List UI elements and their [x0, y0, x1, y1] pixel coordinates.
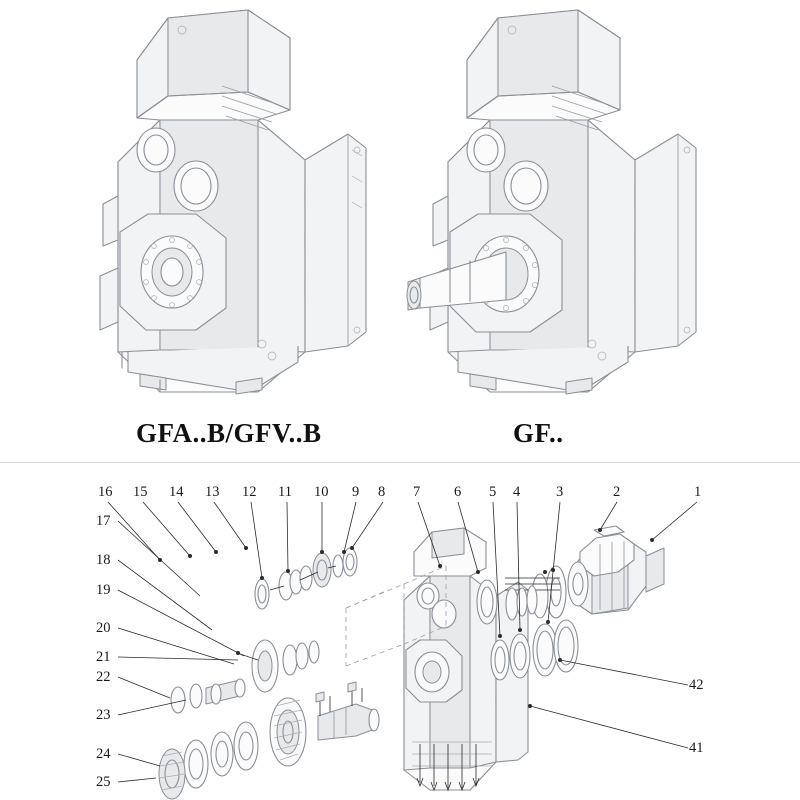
callout-8: 8: [378, 484, 386, 500]
callout-16: 16: [98, 484, 113, 500]
gearbox-right-isometric: [407, 10, 696, 394]
callout-9: 9: [352, 484, 360, 500]
callout-42: 42: [689, 677, 704, 693]
callout-23: 23: [96, 707, 111, 723]
gearbox-left-isometric: [100, 10, 366, 394]
callout-20: 20: [96, 620, 111, 636]
callout-41: 41: [689, 740, 704, 756]
callout-4: 4: [513, 484, 521, 500]
callout-21: 21: [96, 649, 111, 665]
callout-22: 22: [96, 669, 111, 685]
callout-5: 5: [489, 484, 497, 500]
callout-19: 19: [96, 582, 111, 598]
callout-14: 14: [169, 484, 184, 500]
callout-25: 25: [96, 774, 111, 790]
callout-3: 3: [556, 484, 564, 500]
section-divider: [0, 462, 800, 463]
callout-12: 12: [242, 484, 257, 500]
callout-11: 11: [278, 484, 292, 500]
caption-gf: GF..: [513, 418, 564, 448]
callout-2: 2: [613, 484, 621, 500]
callout-17: 17: [96, 513, 111, 529]
exploded-assembly: [108, 502, 697, 799]
callout-18: 18: [96, 552, 111, 568]
callout-13: 13: [205, 484, 220, 500]
caption-gfa-b-gfv-b: GFA..B/GFV..B: [136, 418, 322, 448]
callout-6: 6: [454, 484, 462, 500]
callout-7: 7: [413, 484, 421, 500]
callout-1: 1: [694, 484, 702, 500]
callout-10: 10: [314, 484, 329, 500]
callout-24: 24: [96, 746, 111, 762]
callout-15: 15: [133, 484, 148, 500]
